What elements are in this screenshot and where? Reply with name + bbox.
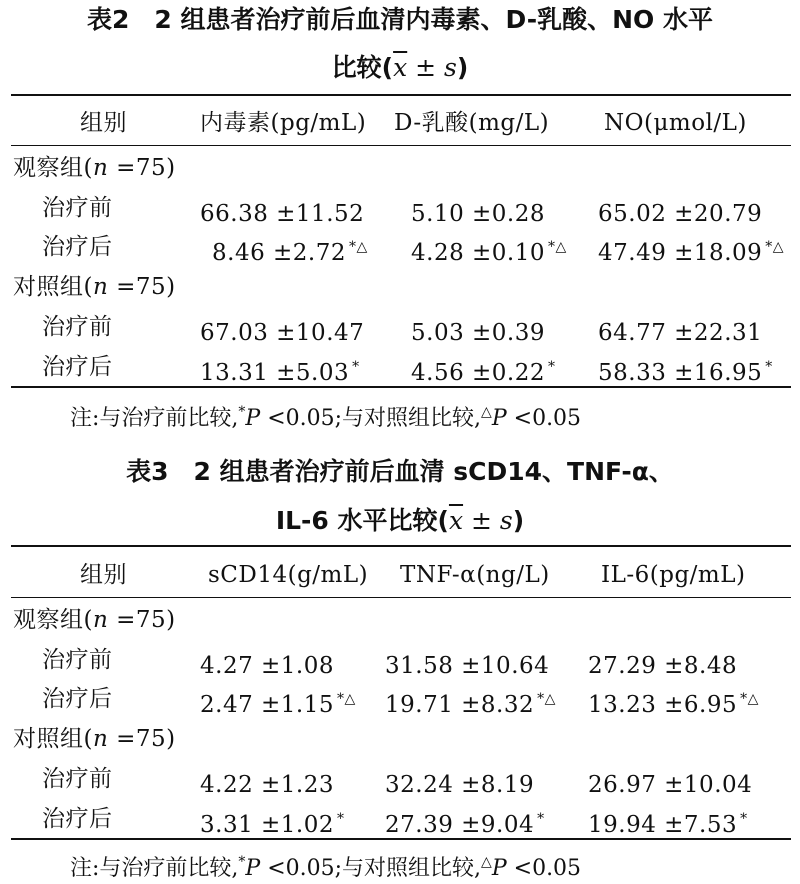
table3-title-pm: ± (463, 506, 500, 535)
table3-group-observation (13, 605, 176, 635)
table2-cell: 66.38 ±11.52 (200, 201, 365, 227)
table3-header-il6: IL-6(pg/mL) (601, 562, 746, 588)
table2-header-endotoxin: 内毒素(pg/mL) (200, 110, 367, 136)
table3-title-sd-symbol: s (499, 506, 513, 535)
table3-cell: 32.24 ±8.19 (385, 772, 535, 798)
n-symbol: n (92, 607, 109, 633)
table3-cell: 31.58 ±10.64 (385, 653, 550, 679)
table2-title-mean-symbol: $\overline{x}$ (393, 53, 408, 82)
table3-header-scd14: sCD14(g/mL) (208, 562, 369, 588)
n-value: =75) (108, 274, 176, 300)
table2-header-group: 组别 (80, 110, 127, 136)
table3-title-text: IL-6 水平比较( (275, 506, 449, 535)
table2-group-control (13, 272, 176, 302)
group-label: 观察组( (13, 607, 93, 633)
table2-cell: 5.03 ±0.39 (411, 320, 546, 346)
table2-header-dlactate: D-乳酸(mg/L) (394, 110, 550, 136)
n-value: =75) (108, 155, 176, 181)
table3-row-label: 治疗后 (42, 686, 113, 712)
table2-title-close: ) (456, 53, 469, 82)
table3-cell: 3.31 ±1.02 * (200, 811, 345, 838)
table3-top-rule (11, 545, 791, 547)
table3-cell: 27.39 ±9.04 * (385, 811, 545, 838)
table3-cell: 2.47 ±1.15 *△ (200, 691, 356, 718)
table2-title-text: 比较( (331, 53, 394, 82)
table2-top-rule (11, 94, 791, 96)
table3-cell: 13.23 ±6.95 *△ (588, 691, 759, 718)
table3-cell: 4.22 ±1.23 (200, 772, 335, 798)
table2-cell: 64.77 ±22.31 (598, 320, 763, 346)
table3-row-label: 治疗前 (42, 647, 113, 673)
table2-title-line1: 表2 2 组患者治疗前后血清内毒素、D-乳酸、NO 水平 (87, 5, 713, 34)
table3-cell: 19.71 ±8.32 *△ (385, 691, 556, 718)
n-value: =75) (108, 607, 176, 633)
table2-note: 注:与治疗前比较,*P <0.05;与对照组比较,△P <0.05 (70, 404, 582, 431)
table2-cell: 5.10 ±0.28 (411, 201, 546, 227)
table2-cell: 8.46 ±2.72 *△ (212, 239, 368, 266)
table3-title-line2 (0, 504, 800, 538)
table3-title-mean-symbol: $\overline{x}$ (448, 506, 464, 535)
n-symbol: n (92, 274, 109, 300)
table2-bottom-rule (11, 386, 791, 388)
table3-note: 注:与治疗前比较,*P <0.05;与对照组比较,△P <0.05 (70, 854, 582, 881)
table2-cell: 47.49 ±18.09 *△ (598, 239, 785, 266)
table2-header-no: NO(μmol/L) (604, 110, 747, 136)
table3-cell: 4.27 ±1.08 (200, 653, 335, 679)
table2-cell: 4.28 ±0.10 *△ (411, 239, 567, 266)
table2-group-observation (13, 153, 176, 183)
table2-title-sd-symbol: s (444, 53, 457, 82)
group-label: 对照组( (13, 726, 93, 752)
table3-cell: 27.29 ±8.48 (588, 653, 738, 679)
table2-cell: 67.03 ±10.47 (200, 320, 365, 346)
table2-cell: 65.02 ±20.79 (598, 201, 763, 227)
table2-row-label: 治疗前 (42, 195, 113, 221)
table3-header-tnf: TNF-α(ng/L) (400, 562, 550, 588)
table2-cell: 58.33 ±16.95 * (598, 359, 773, 386)
n-symbol: n (92, 155, 109, 181)
table3-header-group: 组别 (80, 562, 127, 588)
table2-title-line2 (0, 51, 800, 85)
table2-cell: 13.31 ±5.03 * (200, 359, 360, 386)
table2-row-label: 治疗后 (42, 234, 113, 260)
table3-bottom-rule (11, 838, 791, 840)
table3-header-rule (11, 597, 791, 598)
group-label: 对照组( (13, 274, 93, 300)
table3-cell: 26.97 ±10.04 (588, 772, 753, 798)
table2-row-label: 治疗前 (42, 314, 113, 340)
table2-row-label: 治疗后 (42, 354, 113, 380)
group-label: 观察组( (13, 155, 93, 181)
table3-title-close: ) (512, 506, 525, 535)
n-value: =75) (108, 726, 176, 752)
table3-group-control (13, 724, 176, 754)
table2-cell: 4.56 ±0.22 * (411, 359, 556, 386)
table3-row-label: 治疗后 (42, 806, 113, 832)
n-symbol: n (92, 726, 109, 752)
table3-row-label: 治疗前 (42, 766, 113, 792)
table2-header-rule (11, 145, 791, 146)
table3-title-line1: 表3 2 组患者治疗前后血清 sCD14、TNF-α、 (126, 457, 674, 486)
table2-title-pm: ± (407, 53, 445, 82)
table3-cell: 19.94 ±7.53 * (588, 811, 748, 838)
